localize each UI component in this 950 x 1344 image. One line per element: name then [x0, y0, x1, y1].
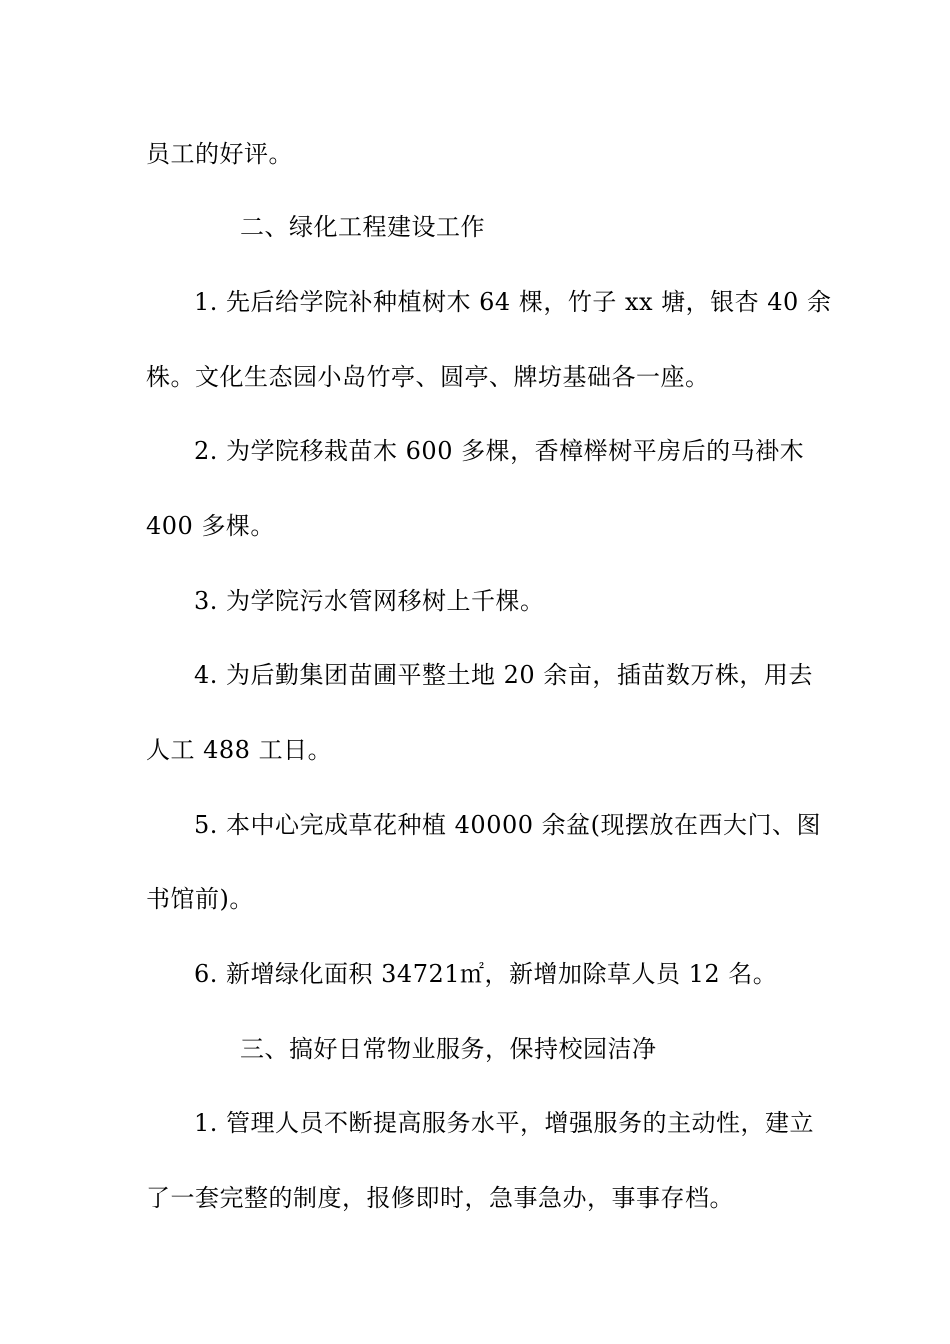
list-item-5-continuation: 书馆前)。	[146, 885, 254, 913]
section-heading-property-service: 三、搞好日常物业服务，保持校园洁净	[240, 1035, 657, 1063]
list-item-service-1: 1. 管理人员不断提高服务水平，增强服务的主动性，建立	[194, 1109, 815, 1137]
list-item-service-1-continuation: 了一套完整的制度，报修即时，急事急办，事事存档。	[146, 1184, 734, 1212]
list-item-1: 1. 先后给学院补种植树木 64 棵，竹子 xx 塘，银杏 40 余	[194, 288, 832, 316]
list-item-3: 3. 为学院污水管网移树上千棵。	[194, 587, 545, 615]
list-item-4-continuation: 人工 488 工日。	[146, 736, 333, 764]
list-item-1-continuation: 株。文化生态园小岛竹亭、圆亭、牌坊基础各一座。	[146, 363, 710, 391]
section-heading-greening: 二、绿化工程建设工作	[240, 213, 485, 241]
list-item-2-continuation: 400 多棵。	[146, 512, 275, 540]
list-item-6: 6. 新增绿化面积 34721㎡，新增加除草人员 12 名。	[194, 960, 778, 988]
paragraph-continuation: 员工的好评。	[146, 140, 293, 168]
list-item-4: 4. 为后勤集团苗圃平整土地 20 余亩，插苗数万株，用去	[194, 661, 813, 689]
list-item-2: 2. 为学院移栽苗木 600 多棵，香樟榉树平房后的马褂木	[194, 437, 805, 465]
list-item-5: 5. 本中心完成草花种植 40000 余盆(现摆放在西大门、图	[194, 811, 821, 839]
